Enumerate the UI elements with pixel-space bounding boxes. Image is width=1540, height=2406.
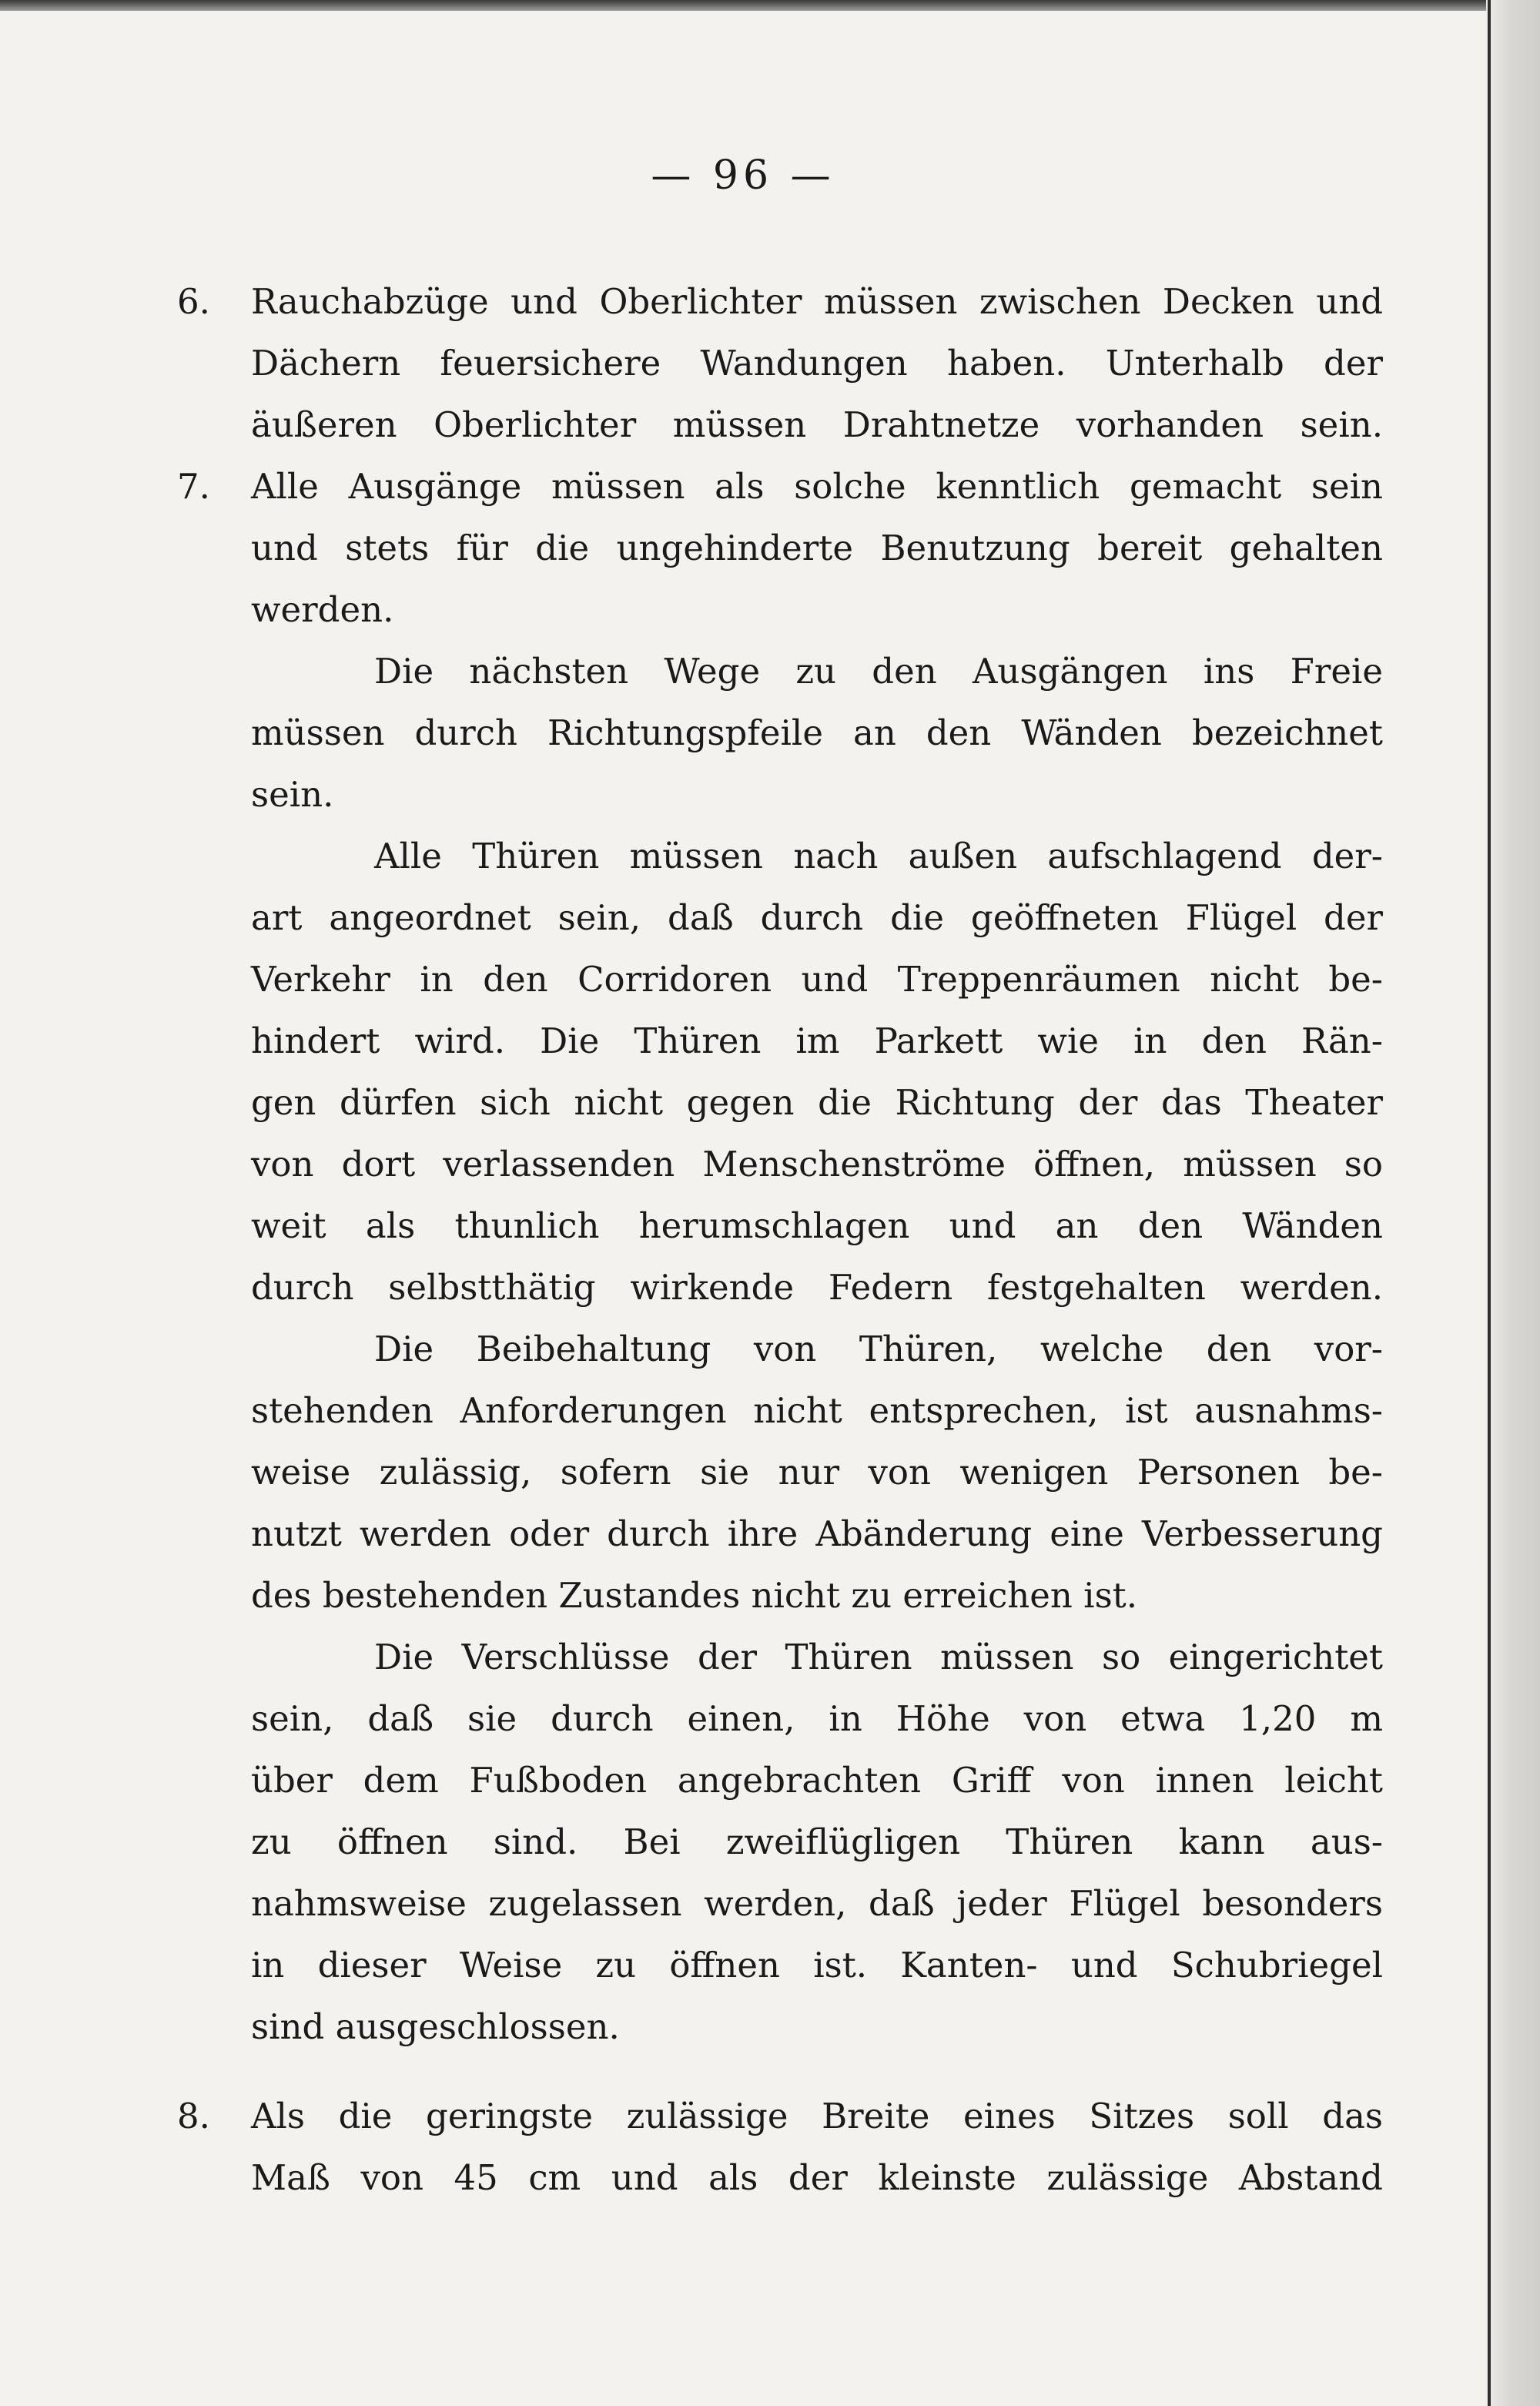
text-line: weit als thunlich herumschlagen und an den Wänden — [251, 1205, 1383, 1246]
text-line: nutzt werden oder durch ihre Abänderung eine Verbesserung — [251, 1513, 1383, 1554]
book-binding-edge — [1486, 0, 1540, 2406]
text-line: gen dürfen sich nicht gegen die Richtung der das Theater — [251, 1082, 1383, 1123]
text-line: von dort verlassenden Menschenströme öffnen, müssen so — [251, 1144, 1383, 1185]
text-line: Die Beibehaltung von Thüren, welche den vor- — [374, 1329, 1383, 1369]
text-line: über dem Fußboden angebrachten Griff von innen leicht — [251, 1760, 1383, 1801]
text-line: zu öffnen sind. Bei zweiflügligen Thüren kann aus- — [251, 1821, 1383, 1862]
item-number-8: 8. — [177, 2096, 210, 2136]
text-line: des bestehenden Zustandes nicht zu erreichen ist. — [251, 1575, 1138, 1616]
text-line: Dächern feuersichere Wandungen haben. Unterhalb der — [251, 343, 1383, 384]
text-line: sein. — [251, 774, 334, 815]
text-line: sein, daß sie durch einen, in Höhe von etwa 1,20 m — [251, 1698, 1383, 1739]
text-line: nahmsweise zugelassen werden, daß jeder Flügel besonders — [251, 1883, 1383, 1924]
text-line: Rauchabzüge und Oberlichter müssen zwischen Decken und — [251, 281, 1383, 322]
item-number-7: 7. — [177, 466, 210, 507]
text-line: durch selbstthätig wirkende Federn festgehalten werden. — [251, 1267, 1383, 1308]
text-line: Alle Thüren müssen nach außen aufschlagend der- — [374, 836, 1383, 876]
text-line: stehenden Anforderungen nicht entsprechen, ist ausnahms- — [251, 1390, 1383, 1431]
text-line: hindert wird. Die Thüren im Parkett wie in den Rän- — [251, 1020, 1383, 1061]
text-line: Alle Ausgänge müssen als solche kenntlich gemacht sein — [251, 466, 1383, 507]
text-line: Verkehr in den Corridoren und Treppenräumen nicht be- — [251, 959, 1383, 1000]
text-line: sind ausgeschlossen. — [251, 2006, 620, 2047]
binding-line — [1488, 0, 1491, 2406]
text-line: und stets für die ungehinderte Benutzung bereit gehalten — [251, 528, 1383, 568]
text-line: in dieser Weise zu öffnen ist. Kanten- und Schubriegel — [251, 1945, 1383, 1985]
text-line: Als die geringste zulässige Breite eines Sitzes soll das — [251, 2096, 1383, 2136]
text-line: Die nächsten Wege zu den Ausgängen ins Freie — [374, 651, 1383, 692]
page-number: — 96 — — [651, 152, 835, 199]
text-line: art angeordnet sein, daß durch die geöffneten Flügel der — [251, 897, 1383, 938]
text-line: werden. — [251, 589, 394, 630]
item-number-6: 6. — [177, 281, 210, 322]
text-line: Die Verschlüsse der Thüren müssen so eingerichtet — [374, 1637, 1383, 1677]
text-line: weise zulässig, sofern sie nur von wenigen Personen be- — [251, 1452, 1383, 1493]
text-line: äußeren Oberlichter müssen Drahtnetze vorhanden sein. — [251, 404, 1383, 445]
text-line: Maß von 45 cm und als der kleinste zulässige Abstand — [251, 2157, 1383, 2198]
text-line: müssen durch Richtungspfeile an den Wänden bezeichnet — [251, 712, 1383, 753]
